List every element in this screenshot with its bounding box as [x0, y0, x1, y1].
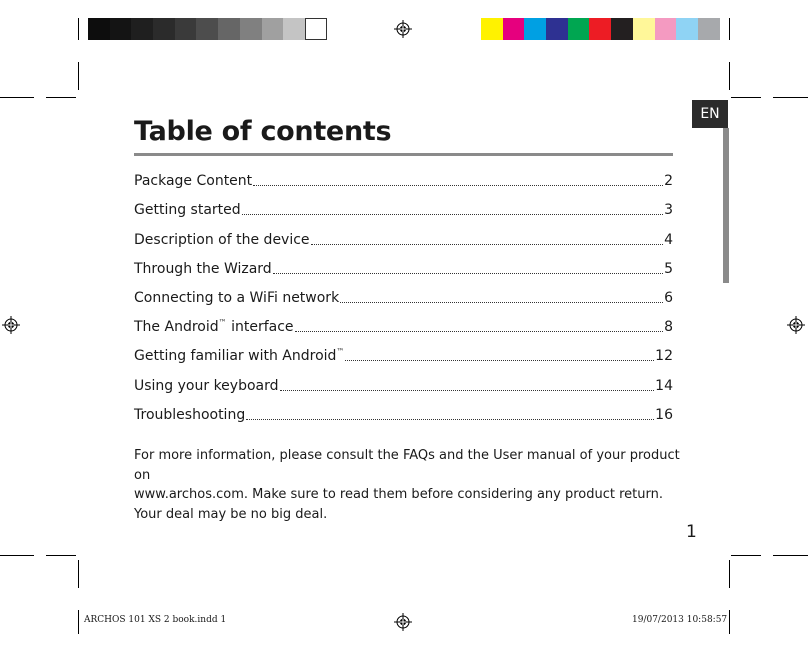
title-rule	[134, 153, 673, 156]
toc-entry-label: Getting familiar with Android™	[134, 347, 345, 365]
toc-entry-page: 6	[664, 289, 673, 306]
page-number: 1	[686, 522, 697, 542]
toc-entry-page: 4	[664, 231, 673, 248]
color-swatch	[88, 18, 110, 40]
toc-leader-dots	[295, 331, 664, 332]
toc-entry-troubleshooting[interactable]	[134, 394, 673, 423]
color-swatch	[676, 18, 698, 40]
toc-leader-dots	[246, 419, 654, 420]
toc-entry-connecting-wifi[interactable]	[134, 277, 673, 306]
color-swatch	[196, 18, 218, 40]
color-swatch	[175, 18, 197, 40]
crop-mark-bottom-left-horizontal	[0, 555, 34, 556]
slug-timestamp: 19/07/2013 10:58:57	[632, 615, 728, 625]
color-swatch	[131, 18, 153, 40]
crop-mark-top-left-horizontal	[0, 97, 34, 98]
color-swatch	[655, 18, 677, 40]
toc-entry-using-keyboard[interactable]	[134, 364, 673, 393]
color-swatch	[481, 18, 503, 40]
crop-mark-bottom-right-vertical-2	[729, 610, 730, 634]
crop-mark-bottom-right-horizontal-2	[773, 555, 808, 556]
toc-entry-page: 3	[664, 202, 673, 219]
toc-entry-label: The Android™ interface	[134, 318, 294, 336]
toc-leader-dots	[273, 273, 663, 274]
toc-entry-label: Package Content	[134, 173, 253, 190]
color-swatch	[589, 18, 611, 40]
toc-entry-package-content[interactable]	[134, 160, 673, 189]
toc-leader-dots	[345, 360, 654, 361]
toc-leader-dots	[340, 302, 663, 303]
registration-mark-icon	[394, 613, 412, 631]
toc-leader-dots	[311, 244, 664, 245]
crop-mark-top-right-horizontal-2	[773, 97, 808, 98]
toc-entry-label: Troubleshooting	[134, 406, 246, 423]
toc-entry-page: 16	[655, 406, 673, 423]
color-swatch	[568, 18, 590, 40]
crop-mark-bottom-right-vertical	[729, 560, 730, 588]
toc-entry-label: Description of the device	[134, 231, 310, 248]
toc-entry-page: 2	[664, 173, 673, 190]
color-swatch	[218, 18, 240, 40]
toc-entry-getting-familiar-android[interactable]	[134, 335, 673, 364]
color-swatch	[262, 18, 284, 40]
crop-mark-top-right-horizontal	[731, 97, 761, 98]
toc-leader-dots	[253, 185, 663, 186]
toc-entry-label: Using your keyboard	[134, 377, 279, 394]
crop-mark-bottom-right-horizontal	[731, 555, 761, 556]
toc-entry-android-interface[interactable]	[134, 306, 673, 335]
toc-entry-page: 14	[655, 377, 673, 394]
toc-entry-getting-started[interactable]	[134, 189, 673, 218]
toc-entry-label: Through the Wizard	[134, 260, 272, 277]
color-swatch	[611, 18, 633, 40]
crop-mark-top-left-vertical	[78, 18, 79, 40]
registration-mark-icon	[2, 316, 20, 334]
toc-entry-page: 8	[664, 319, 673, 336]
info-paragraph	[134, 446, 694, 524]
crop-mark-top-left-vertical-2	[78, 62, 79, 90]
toc-entry-page: 12	[655, 348, 673, 365]
color-swatch	[503, 18, 525, 40]
table-of-contents	[134, 160, 673, 423]
color-swatch	[240, 18, 262, 40]
toc-entry-through-the-wizard[interactable]	[134, 248, 673, 277]
crop-mark-top-left-horizontal-2	[46, 97, 76, 98]
process-color-bar	[481, 18, 720, 40]
info-line: Your deal may be no big deal.	[134, 506, 328, 522]
color-swatch	[546, 18, 568, 40]
toc-entry-label: Connecting to a WiFi network	[134, 289, 340, 306]
registration-mark-icon	[394, 20, 412, 38]
toc-leader-dots	[242, 214, 663, 215]
slug-filename: ARCHOS 101 XS 2 book.indd 1	[84, 615, 227, 625]
grayscale-color-bar	[88, 18, 327, 40]
language-tab: EN	[692, 100, 728, 128]
toc-entry-page: 5	[664, 260, 673, 277]
page-title: Table of contents	[134, 116, 392, 147]
crop-mark-top-right-vertical-2	[729, 62, 730, 90]
crop-mark-top-right-vertical	[729, 18, 730, 40]
crop-mark-bottom-left-vertical	[78, 560, 79, 588]
toc-leader-dots	[280, 390, 655, 391]
color-swatch	[524, 18, 546, 40]
info-line: For more information, please consult the FAQs and the User manual of your product on	[134, 448, 680, 483]
color-swatch	[283, 18, 305, 40]
color-swatch	[110, 18, 132, 40]
toc-entry-label: Getting started	[134, 202, 241, 219]
toc-entry-description-of-device[interactable]	[134, 218, 673, 247]
color-swatch	[698, 18, 720, 40]
info-line: www.archos.com. Make sure to read them before considering any product return.	[134, 487, 664, 502]
section-side-bar	[723, 128, 729, 283]
color-swatch	[633, 18, 655, 40]
color-swatch	[305, 18, 327, 40]
color-swatch	[153, 18, 175, 40]
crop-mark-bottom-left-vertical-2	[78, 610, 79, 634]
registration-mark-icon	[787, 316, 805, 334]
crop-mark-bottom-left-horizontal-2	[46, 555, 76, 556]
